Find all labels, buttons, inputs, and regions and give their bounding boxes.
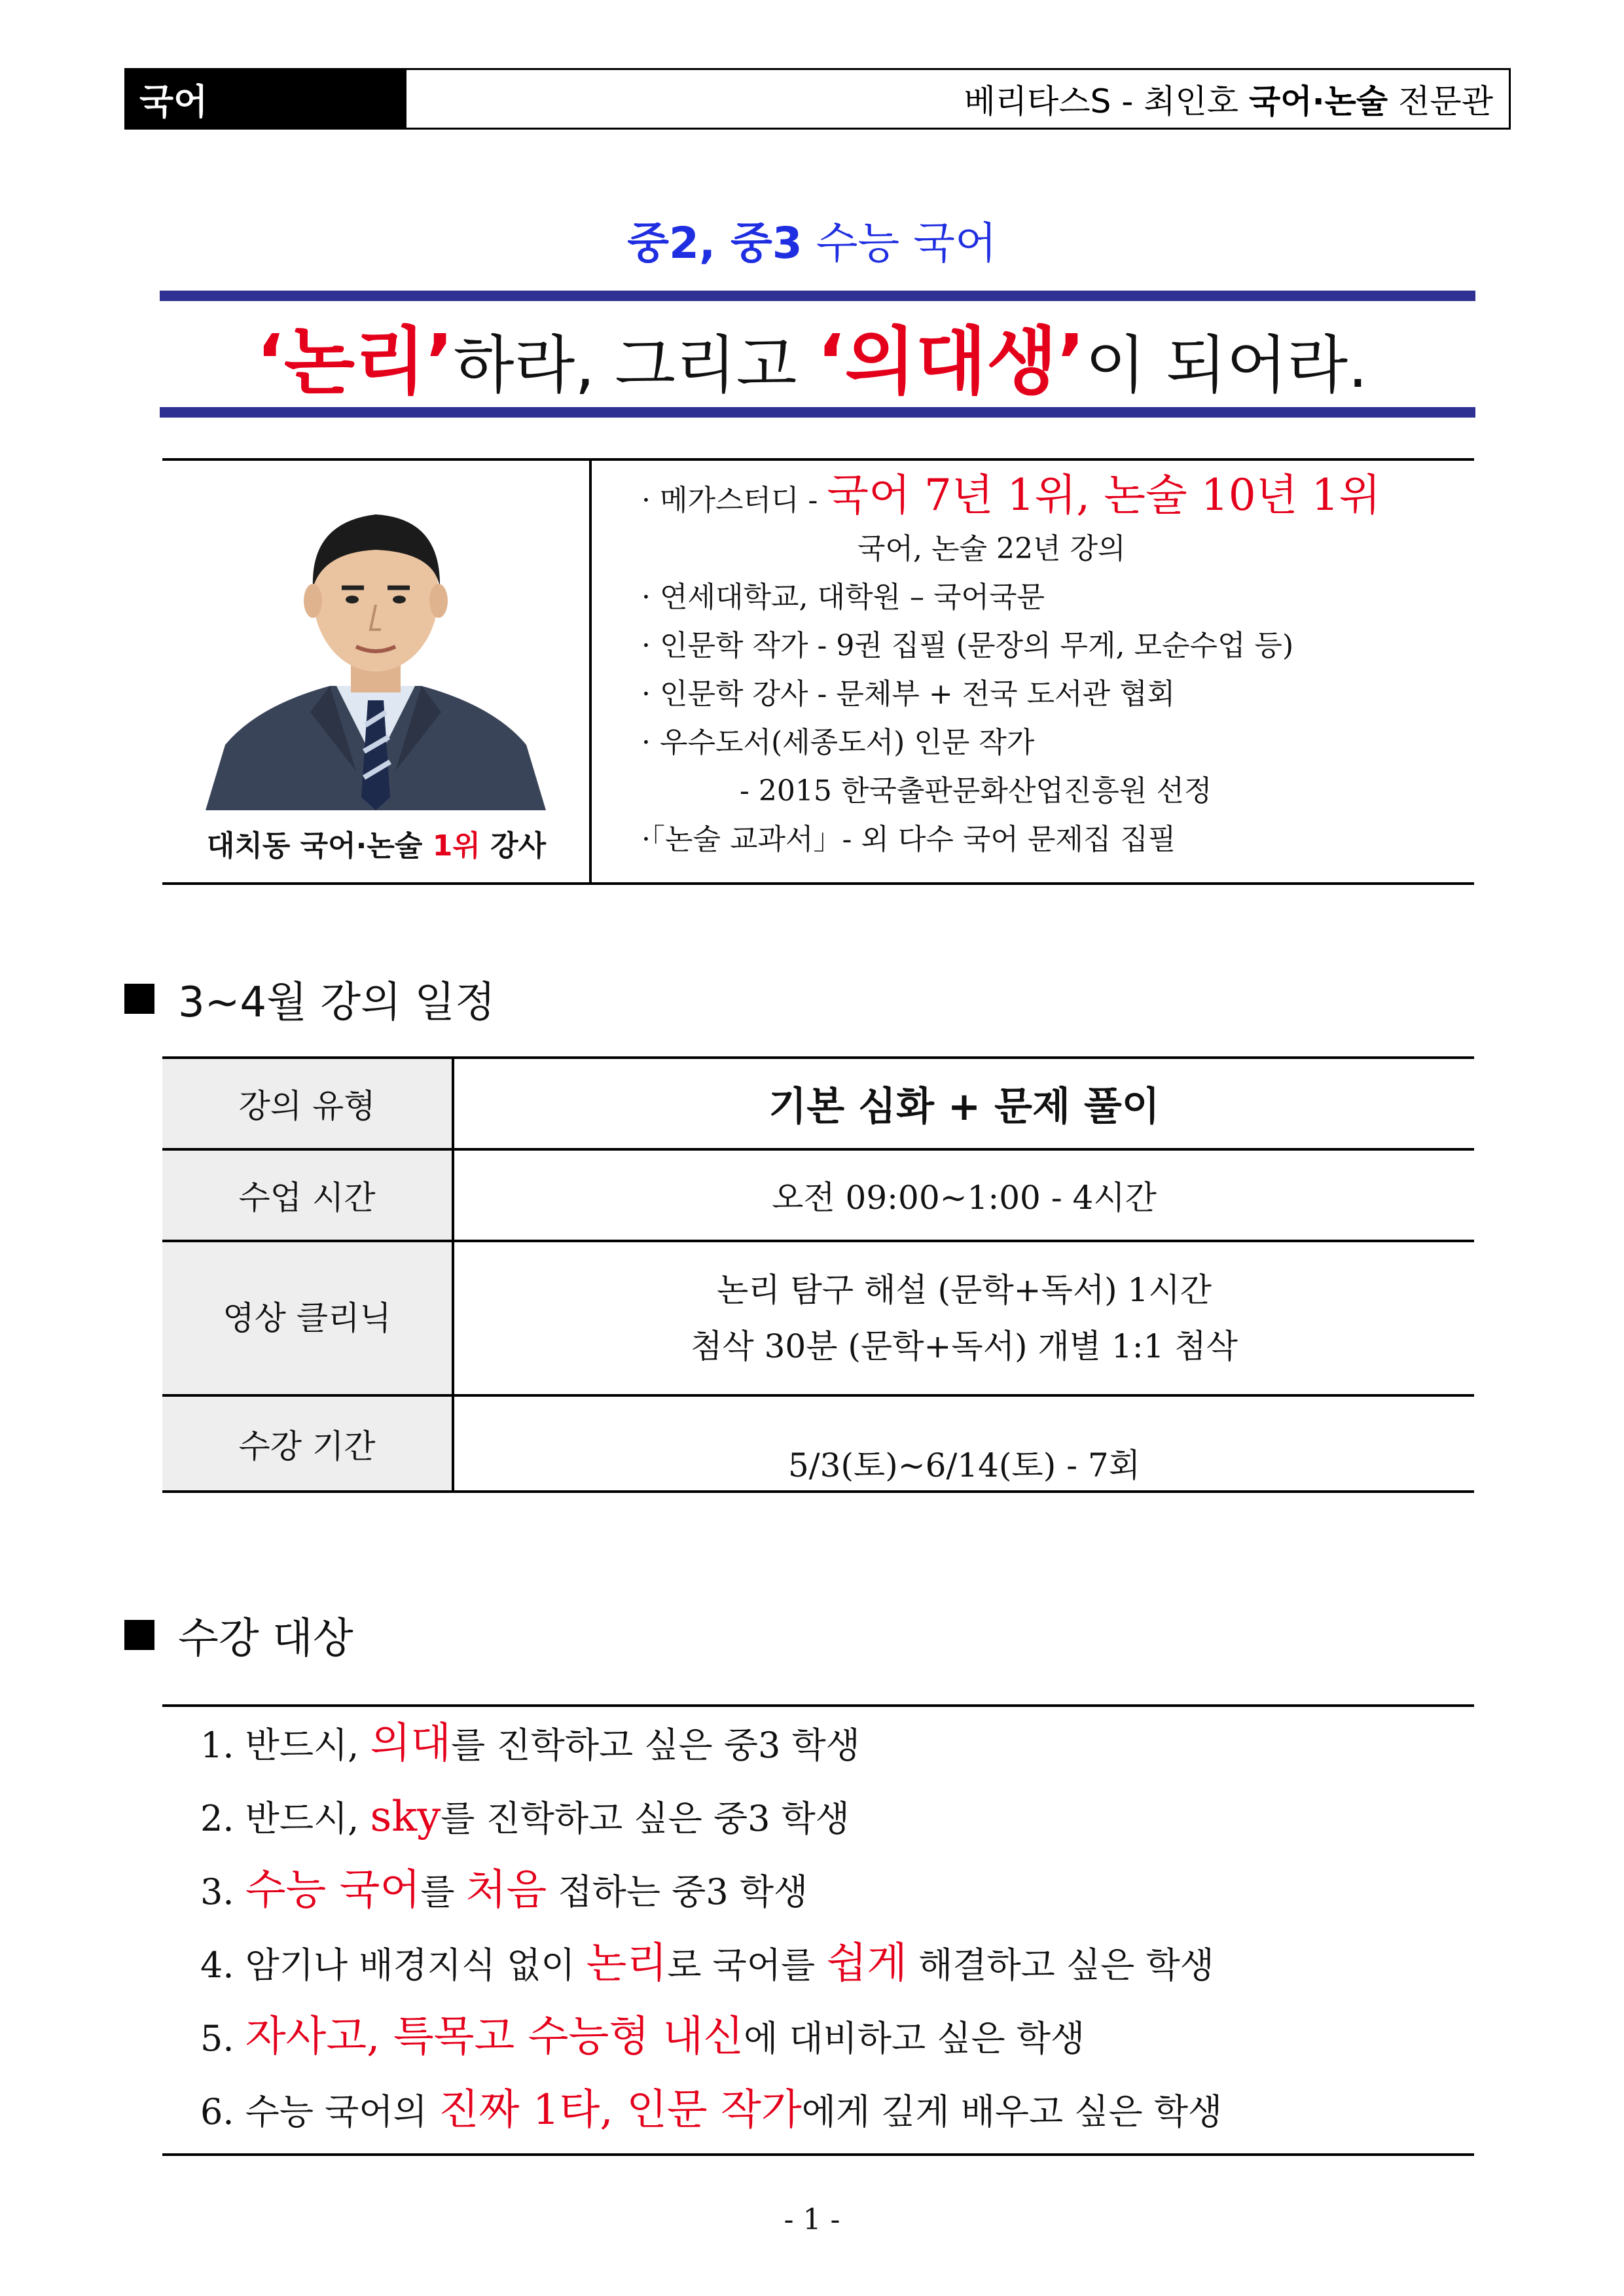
table-row bbox=[162, 1149, 1474, 1241]
caption-rank: 1위 bbox=[432, 829, 480, 863]
credential-megastudy-label: · 메가스터디 - bbox=[641, 484, 827, 517]
credential-textbook: ·「논술 교과서」- 외 다수 국어 문제집 집필 bbox=[641, 823, 1176, 856]
item-highlight: sky bbox=[370, 1793, 441, 1841]
course-subtitle bbox=[0, 208, 1624, 270]
item-text: 2. 반드시, bbox=[200, 1798, 370, 1839]
row-label-type: 강의 유형 bbox=[162, 1058, 453, 1149]
list-item bbox=[200, 1854, 1464, 1927]
brand-label bbox=[406, 70, 1509, 128]
page-number: - 1 - bbox=[784, 2203, 840, 2236]
headline-logic: ‘논리’ bbox=[256, 319, 454, 404]
targets-heading-text: 수강 대상 bbox=[178, 1615, 353, 1663]
item-highlight: 처음 bbox=[465, 1866, 547, 1914]
item-highlight: 수능 국어 bbox=[245, 1866, 421, 1914]
item-text: 6. 수능 국어의 bbox=[200, 2091, 439, 2132]
targets-heading bbox=[124, 1605, 353, 1665]
caption-post: 강사 bbox=[480, 829, 547, 863]
credential-lecturer: · 인문학 강사 - 문체부 + 전국 도서관 협회 bbox=[641, 677, 1176, 711]
item-highlight: 쉽게 bbox=[826, 1939, 907, 1988]
clinic-line-2: 첨삭 30분 (문학+독서) 개별 1:1 첨삭 bbox=[691, 1327, 1238, 1365]
item-highlight: 자사고, 특목고 수능형 내신 bbox=[245, 2013, 744, 2061]
credential-years: 국어, 논술 22년 강의 bbox=[857, 532, 1126, 565]
caption-pre: 대치동 국어·논술 bbox=[206, 829, 433, 863]
credential-sejong: · 우수도서(세종도서) 인문 작가 bbox=[641, 726, 1035, 759]
row-label-time: 수업 시간 bbox=[162, 1149, 453, 1241]
row-value-clinic bbox=[453, 1241, 1474, 1395]
headline-end: 이 되어라. bbox=[1085, 329, 1368, 402]
item-text: 를 진학하고 싶은 중3 학생 bbox=[451, 1725, 860, 1766]
targets-rule-bottom bbox=[162, 2153, 1474, 2156]
item-text: 해결하고 싶은 학생 bbox=[907, 1945, 1214, 1986]
document-header bbox=[124, 68, 1511, 130]
profile-credentials bbox=[641, 471, 1460, 864]
list-item bbox=[200, 1780, 1464, 1854]
targets-list bbox=[200, 1707, 1464, 2147]
item-text: 5. bbox=[200, 2018, 245, 2059]
instructor-photo bbox=[179, 490, 572, 810]
item-text: 로 국어를 bbox=[667, 1945, 827, 1986]
row-value-type: 기본 심화 + 문제 풀이 bbox=[453, 1058, 1474, 1149]
item-text: 에게 깊게 배우고 싶은 학생 bbox=[801, 2091, 1223, 2132]
credential-author: · 인문학 작가 - 9권 집필 (문장의 무게, 모순수업 등) bbox=[641, 629, 1294, 662]
headline-med: ‘의대생’ bbox=[817, 319, 1085, 404]
item-highlight: 논리 bbox=[586, 1939, 668, 1988]
table-row bbox=[162, 1058, 1474, 1149]
subtitle-grades: 중2, 중3 bbox=[627, 218, 803, 268]
schedule-heading-text: 3~4월 강의 일정 bbox=[178, 978, 496, 1027]
row-value-period: 5/3(토)~6/14(토) - 7회 bbox=[453, 1395, 1474, 1492]
photo-caption bbox=[164, 822, 589, 864]
schedule-table bbox=[162, 1056, 1474, 1493]
clinic-line-1: 논리 탐구 해설 (문학+독서) 1시간 bbox=[717, 1271, 1212, 1309]
item-highlight: 진짜 1타, 인문 작가 bbox=[438, 2086, 802, 2134]
list-item bbox=[200, 2073, 1464, 2147]
item-highlight: 의대 bbox=[370, 1719, 452, 1768]
item-text: 를 진학하고 싶은 중3 학생 bbox=[441, 1798, 850, 1839]
list-item bbox=[200, 2000, 1464, 2073]
table-row bbox=[162, 1395, 1474, 1492]
credential-selection: - 2015 한국출판문화산업진흥원 선정 bbox=[740, 774, 1212, 808]
item-text: 1. 반드시, bbox=[200, 1725, 370, 1766]
title-rule-top bbox=[160, 291, 1475, 301]
credential-megastudy bbox=[641, 471, 1460, 525]
credential-yonsei: · 연세대학교, 대학원 – 국어국문 bbox=[641, 581, 1045, 614]
credential-megastudy-rank: 국어 7년 1위, 논술 10년 1위 bbox=[827, 470, 1381, 520]
item-text: 4. 암기나 배경지식 없이 bbox=[200, 1945, 586, 1986]
square-bullet-icon bbox=[124, 984, 154, 1014]
subtitle-rest: 수능 국어 bbox=[802, 218, 997, 268]
table-row bbox=[162, 1241, 1474, 1395]
row-value-time: 오전 09:00~1:00 - 4시간 bbox=[453, 1149, 1474, 1241]
list-item bbox=[200, 1707, 1464, 1780]
headline-mid: 하라, 그리고 bbox=[453, 329, 818, 402]
profile-divider bbox=[589, 458, 592, 885]
square-bullet-icon bbox=[124, 1620, 154, 1650]
subject-label: 국어 bbox=[126, 70, 406, 128]
brand-bold: 국어·논술 bbox=[1249, 82, 1388, 120]
list-item bbox=[200, 1927, 1464, 2000]
item-text: 접하는 중3 학생 bbox=[547, 1871, 808, 1912]
headline bbox=[0, 319, 1624, 408]
item-text: 3. bbox=[200, 1871, 245, 1912]
brand-suffix: 전문관 bbox=[1388, 82, 1493, 120]
row-label-clinic: 영상 클리닉 bbox=[162, 1241, 453, 1395]
brand-prefix: 베리타스S - 최인호 bbox=[964, 82, 1249, 120]
item-text: 를 bbox=[420, 1871, 466, 1912]
row-label-period: 수강 기간 bbox=[162, 1395, 453, 1492]
title-rule-bottom bbox=[160, 407, 1475, 418]
schedule-heading bbox=[124, 969, 496, 1029]
item-text: 에 대비하고 싶은 학생 bbox=[744, 2018, 1085, 2059]
